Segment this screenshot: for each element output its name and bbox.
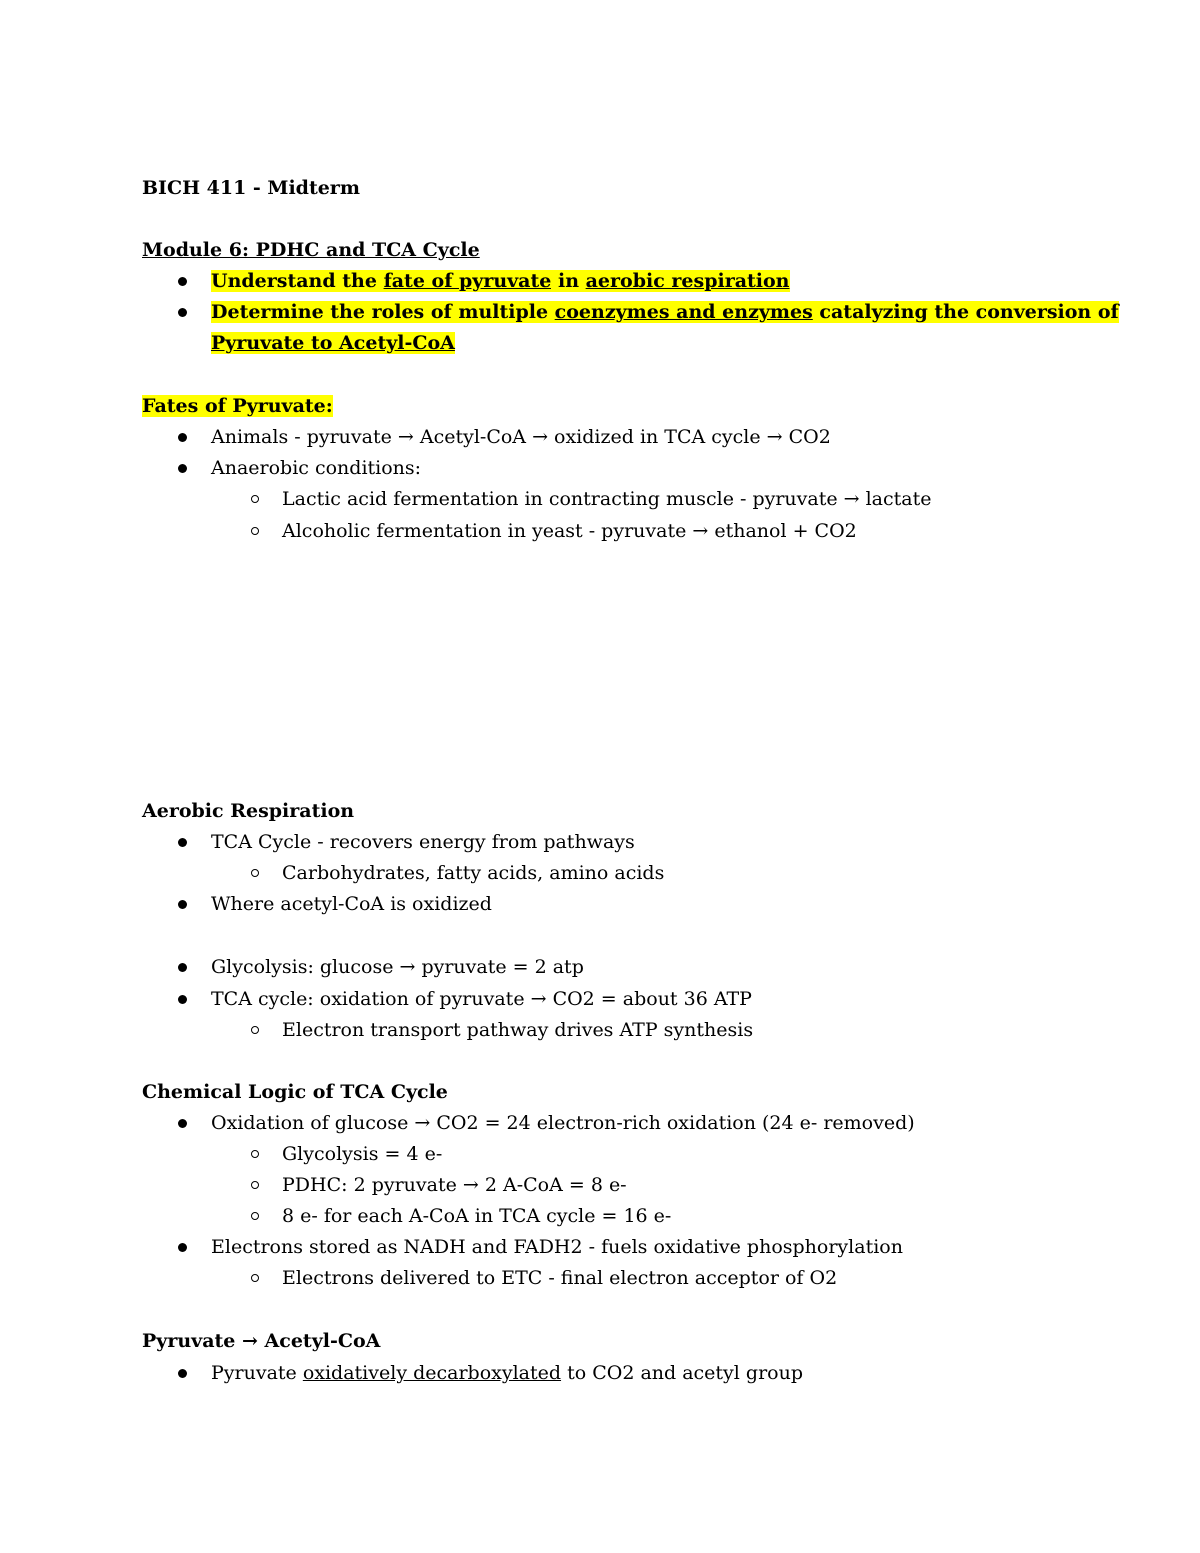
objective-2-text-d: Pyruvate to Acetyl-CoA (211, 332, 455, 354)
bullet-icon (178, 963, 187, 972)
logic-item-1: Oxidation of glucose → CO2 = 24 electron-rich oxidation (24 e- removed) (211, 1112, 915, 1134)
aerobic-item-3: Glycolysis: glucose → pyruvate = 2 atp (211, 956, 584, 978)
logic-item-2: Electrons stored as NADH and FADH2 - fuels oxidative phosphorylation (211, 1236, 903, 1258)
sub-bullet-icon (251, 527, 259, 535)
sub-bullet-icon (251, 1026, 259, 1034)
sub-bullet-icon (251, 1212, 259, 1220)
aerobic-subitem-1: Carbohydrates, fatty acids, amino acids (282, 862, 665, 884)
logic-heading: Chemical Logic of TCA Cycle (142, 1081, 448, 1103)
objective-2-text-c: catalyzing the conversion of (812, 301, 1119, 323)
bullet-icon (178, 433, 187, 442)
objective-2-text-a: Determine the roles of multiple (211, 301, 555, 323)
aerobic-item-4: TCA cycle: oxidation of pyruvate → CO2 = about 36 ATP (211, 988, 752, 1010)
fates-heading-text: Fates of Pyruvate: (142, 395, 333, 417)
bullet-icon (178, 1243, 187, 1252)
objective-1-text-a: Understand the (211, 270, 384, 292)
pyruvate-heading: Pyruvate → Acetyl-CoA (142, 1330, 381, 1352)
bullet-icon (178, 838, 187, 847)
pyruvate-item-1-text-a: Pyruvate (211, 1362, 303, 1384)
fates-item-1: Animals - pyruvate → Acetyl-CoA → oxidized in TCA cycle → CO2 (211, 426, 831, 448)
bullet-icon (178, 995, 187, 1004)
objective-1-text-d: aerobic respiration (585, 270, 790, 292)
bullet-icon (178, 1119, 187, 1128)
aerobic-heading: Aerobic Respiration (142, 800, 355, 822)
sub-bullet-icon (251, 1150, 259, 1158)
sub-bullet-icon (251, 1181, 259, 1189)
sub-bullet-icon (251, 869, 259, 877)
pyruvate-item-1-text-c: to CO2 and acetyl group (561, 1362, 803, 1384)
logic-subitem-3: 8 e- for each A-CoA in TCA cycle = 16 e- (282, 1205, 672, 1227)
objective-1-text-b: fate of pyruvate (383, 270, 552, 292)
sub-bullet-icon (251, 495, 259, 503)
objective-1-text-c: in (551, 270, 586, 292)
bullet-icon (178, 277, 187, 286)
logic-subitem-4: Electrons delivered to ETC - final electron acceptor of O2 (282, 1267, 838, 1289)
logic-subitem-2: PDHC: 2 pyruvate → 2 A-CoA = 8 e- (282, 1174, 627, 1196)
bullet-icon (178, 308, 187, 317)
document-title: BICH 411 - Midterm (142, 177, 360, 199)
fates-subitem-1: Lactic acid fermentation in contracting muscle - pyruvate → lactate (282, 488, 932, 510)
bullet-icon (178, 900, 187, 909)
aerobic-item-2: Where acetyl-CoA is oxidized (211, 893, 492, 915)
bullet-icon (178, 1369, 187, 1378)
objective-2-text-b: coenzymes and enzymes (554, 301, 813, 323)
fates-item-2: Anaerobic conditions: (211, 457, 422, 479)
objective-1 (211, 269, 790, 293)
objective-2 (211, 300, 1119, 324)
bullet-icon (178, 464, 187, 473)
pyruvate-item-1-text-b: oxidatively decarboxylated (302, 1362, 562, 1384)
logic-subitem-1: Glycolysis = 4 e- (282, 1143, 443, 1165)
objective-2-continued (211, 331, 455, 355)
aerobic-item-1: TCA Cycle - recovers energy from pathways (211, 831, 635, 853)
pyruvate-item-1 (211, 1361, 803, 1385)
module-heading: Module 6: PDHC and TCA Cycle (142, 239, 480, 261)
sub-bullet-icon (251, 1274, 259, 1282)
fates-subitem-2: Alcoholic fermentation in yeast - pyruvate → ethanol + CO2 (282, 520, 857, 542)
aerobic-subitem-2: Electron transport pathway drives ATP synthesis (282, 1019, 754, 1041)
fates-heading (142, 394, 333, 418)
